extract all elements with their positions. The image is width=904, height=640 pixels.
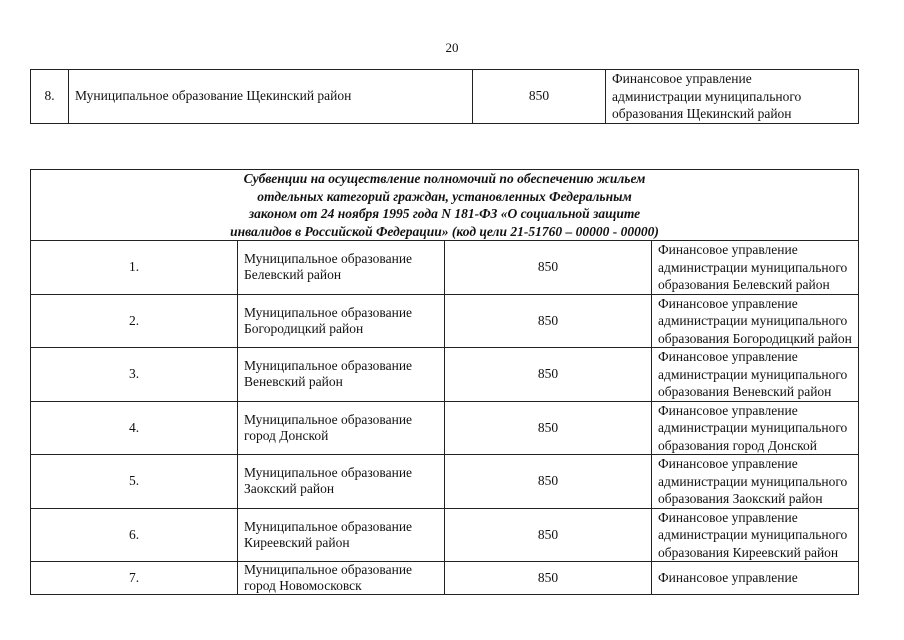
organization-line: образования Заокский район xyxy=(658,491,823,506)
organization-line: администрации муниципального xyxy=(658,420,848,435)
code-value: 850 xyxy=(445,348,652,402)
organization-cell xyxy=(652,348,859,402)
organization-line: Финансовое управление xyxy=(658,402,798,418)
organization-cell xyxy=(652,455,859,509)
municipality-name: Муниципальное образование Богородицкий район xyxy=(238,294,445,348)
row-number: 3. xyxy=(31,348,238,402)
organization-line: образования Белевский район xyxy=(658,277,830,292)
organization-line: Финансовое управление xyxy=(658,295,798,311)
organization-line: Финансовое управление xyxy=(658,570,798,585)
table-heading xyxy=(31,170,859,241)
table-row xyxy=(31,455,859,509)
table-row xyxy=(31,508,859,562)
heading-line: Субвенции на осуществление полномочий по обеспечению жильем xyxy=(243,171,646,186)
organization-cell xyxy=(652,241,859,295)
table-row xyxy=(31,562,859,595)
top-table xyxy=(30,69,859,124)
organization-line: Финансовое управление xyxy=(612,71,752,86)
organization-line: образования Веневский район xyxy=(658,384,832,399)
row-number: 6. xyxy=(31,508,238,562)
table-header-row xyxy=(31,170,859,241)
municipality-name: Муниципальное образование Заокский район xyxy=(238,455,445,509)
organization-line: Финансовое управление xyxy=(658,242,798,257)
page-number: 20 xyxy=(445,40,459,55)
row-number: 4. xyxy=(31,401,238,455)
organization-line: администрации муниципального xyxy=(658,259,848,275)
organization-line: администрации муниципального xyxy=(658,313,848,328)
organization-cell xyxy=(652,401,859,455)
organization-cell xyxy=(652,508,859,562)
municipality-name: Муниципальное образование город Новомосковск xyxy=(238,562,445,595)
organization-line: администрации муниципального xyxy=(658,473,848,489)
row-number: 1. xyxy=(31,241,238,295)
code-value: 850 xyxy=(445,401,652,455)
row-number: 8. xyxy=(31,70,69,124)
table-row xyxy=(31,348,859,402)
organization-cell xyxy=(652,294,859,348)
code-value: 850 xyxy=(473,70,606,124)
code-value: 850 xyxy=(445,508,652,562)
heading-line: законом от 24 ноября 1995 года N 181-ФЗ «О социальной защите xyxy=(248,206,641,221)
organization-line: администрации муниципального xyxy=(612,88,802,104)
table-row xyxy=(31,70,859,124)
subventions-table xyxy=(30,169,859,595)
row-number: 7. xyxy=(31,562,238,595)
organization-cell xyxy=(606,70,859,124)
row-number: 2. xyxy=(31,294,238,348)
municipality-name: Муниципальное образование город Донской xyxy=(238,401,445,455)
municipality-name: Муниципальное образование Щекинский район xyxy=(69,70,473,124)
municipality-name: Муниципальное образование Белевский район xyxy=(238,241,445,295)
organization-line: образования Киреевский район xyxy=(658,544,839,560)
code-value: 850 xyxy=(445,455,652,509)
heading-line: инвалидов в Российской Федерации» (код цели 21-51760 – 00000 - 00000) xyxy=(230,223,659,239)
organization-line: Финансовое управление xyxy=(658,349,798,364)
table-row xyxy=(31,401,859,455)
heading-line: отдельных категорий граждан, установленных Федеральным xyxy=(257,188,632,204)
organization-line: образования Богородицкий район xyxy=(658,330,852,346)
row-number: 5. xyxy=(31,455,238,509)
table-row xyxy=(31,241,859,295)
organization-line: Финансовое управление xyxy=(658,456,798,471)
organization-line: образования Щекинский район xyxy=(612,106,792,121)
organization-line: администрации муниципального xyxy=(658,366,848,382)
organization-line: Финансовое управление xyxy=(658,509,798,525)
code-value: 850 xyxy=(445,241,652,295)
code-value: 850 xyxy=(445,294,652,348)
code-value: 850 xyxy=(445,562,652,595)
municipality-name: Муниципальное образование Киреевский район xyxy=(238,508,445,562)
municipality-name: Муниципальное образование Веневский район xyxy=(238,348,445,402)
organization-line: образования город Донской xyxy=(658,437,817,453)
organization-cell xyxy=(652,562,859,595)
table-row xyxy=(31,294,859,348)
organization-line: администрации муниципального xyxy=(658,527,848,542)
